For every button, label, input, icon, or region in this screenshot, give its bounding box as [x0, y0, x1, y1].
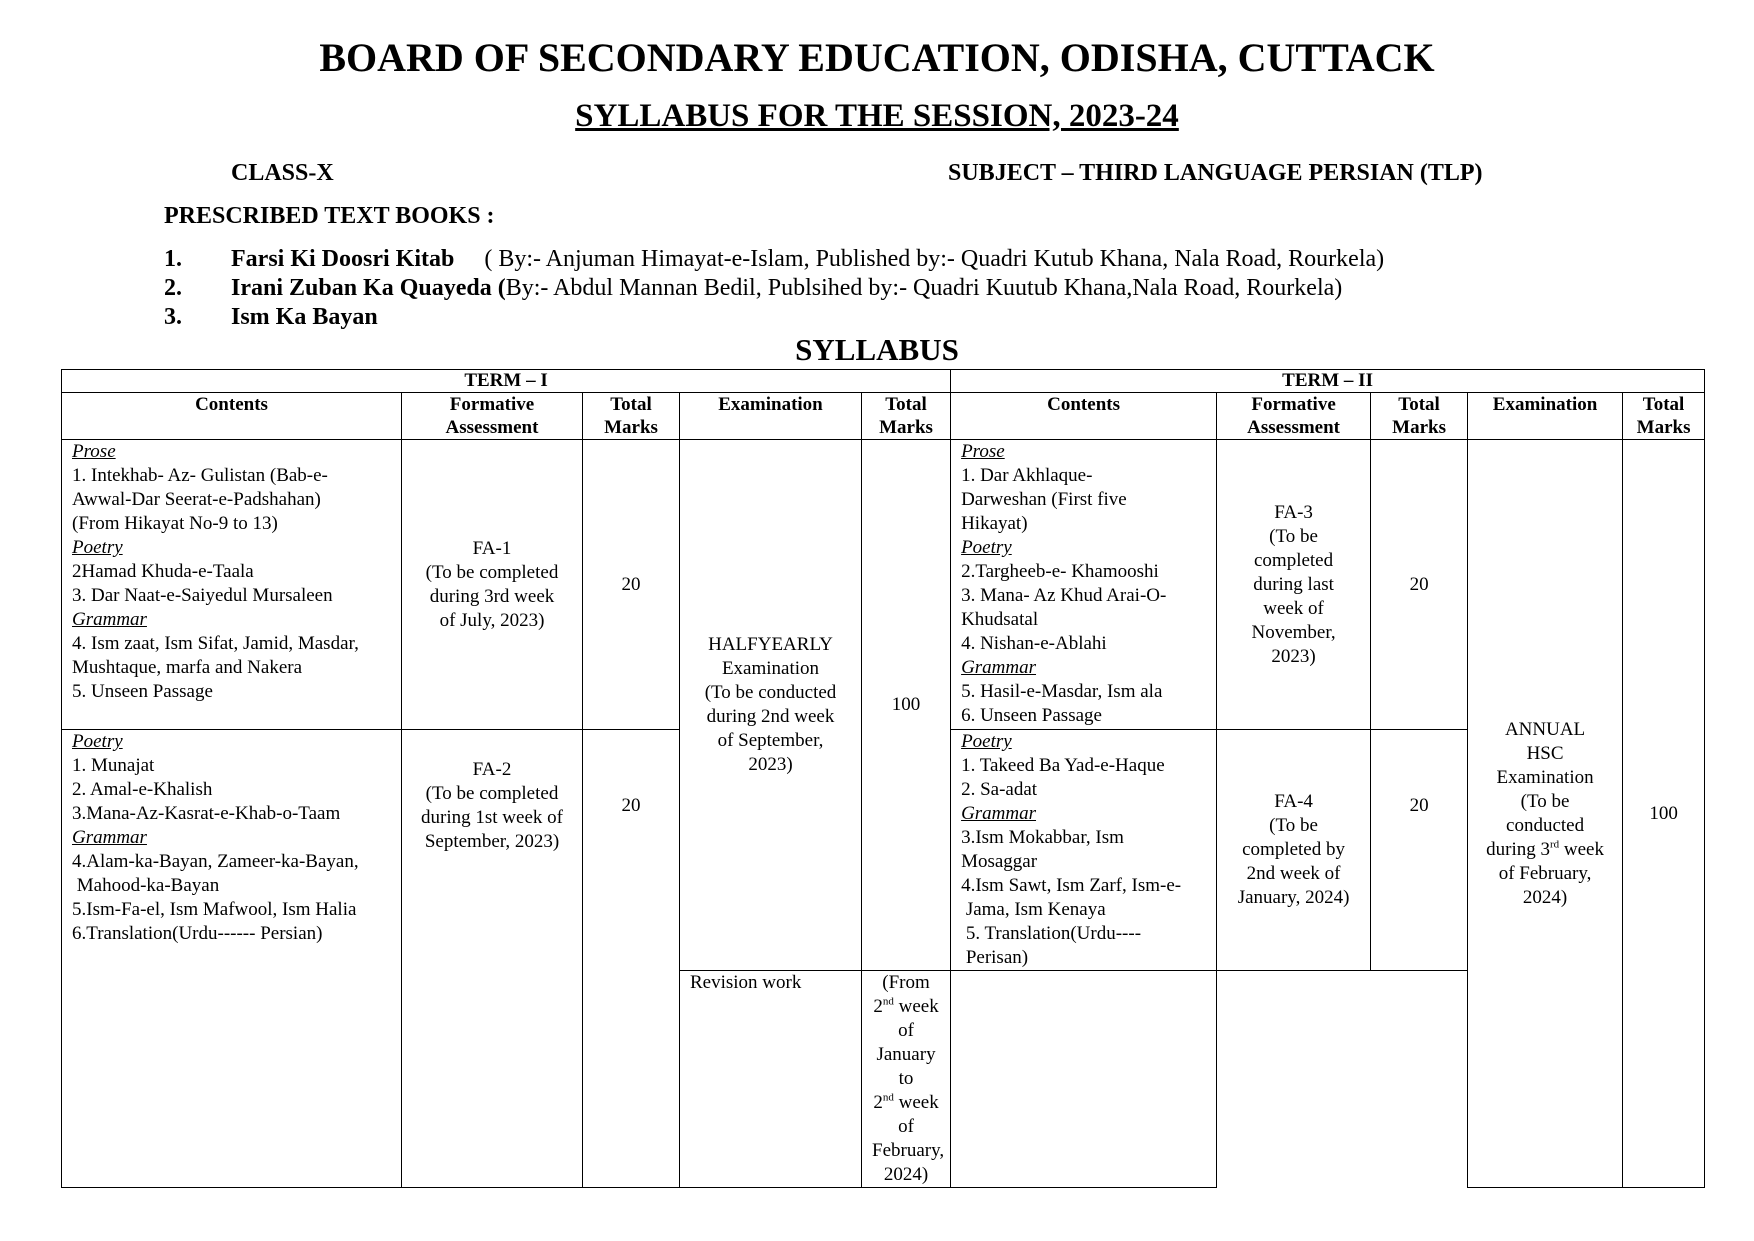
- fa1-marks: 20: [583, 440, 680, 730]
- col-examination: Examination: [1468, 393, 1623, 440]
- col-formative: Formative Assessment: [402, 393, 583, 440]
- fa3-marks: 20: [1371, 440, 1468, 730]
- book-detail: ( By:- Anjuman Himayat-e-Islam, Published by:- Quadri Kutub Khana, Nala Road, Rourkela): [484, 246, 1385, 272]
- book-detail-close: ): [1334, 275, 1343, 301]
- revision-period-cell: (From 2nd week of January to 2nd week of February, 2024): [862, 971, 951, 1188]
- page-subtitle: SYLLABUS FOR THE SESSION, 2023-24: [575, 98, 1179, 134]
- book-item: [164, 275, 1342, 302]
- col-examination: Examination: [680, 393, 862, 440]
- term2-total-marks: 100: [1623, 440, 1705, 1188]
- fa4-cell: FA-4 (To be completed by 2nd week of January, 2024): [1217, 730, 1371, 971]
- fa2-cell: FA-2 (To be completed during 1st week of September, 2023): [402, 730, 583, 1188]
- halfyearly-exam-cell: HALFYEARLY Examination (To be conducted during 2nd week of September, 2023): [680, 440, 862, 971]
- term1-total-marks: 100: [862, 440, 951, 971]
- class-label: CLASS-X: [231, 160, 334, 186]
- term2-contents-block2: Poetry 1. Takeed Ba Yad-e-Haque 2. Sa-adat Grammar 3.Ism Mokabbar, Ism Mosaggar 4.Ism Sawt, Ism Zarf, Ism-e- Jama, Ism Kenaya 5. Translation(Urdu---- Perisan): [951, 730, 1217, 971]
- page-title: BOARD OF SECONDARY EDUCATION, ODISHA, CUTTACK: [319, 35, 1435, 80]
- fa4-marks: 20: [1371, 730, 1468, 971]
- book-number: 1.: [164, 246, 182, 272]
- term-2-header: TERM – II: [951, 370, 1705, 393]
- revision-marks-cell: [951, 971, 1217, 1188]
- col-formative: Formative Assessment: [1217, 393, 1371, 440]
- col-total-marks: Total Marks: [1623, 393, 1705, 440]
- fa1-cell: FA-1 (To be completed during 3rd week of July, 2023): [402, 440, 583, 730]
- book-item: [164, 246, 1384, 273]
- book-title: Ism Ka Bayan: [231, 304, 378, 330]
- col-total-marks: Total Marks: [583, 393, 680, 440]
- term1-contents-block1: Prose 1. Intekhab- Az- Gulistan (Bab-e- Awwal-Dar Seerat-e-Padshahan) (From Hikayat No-9 to 13) Poetry 2Hamad Khuda-e-Taala 3. Dar Naat-e-Saiyedul Mursaleen Grammar 4. Ism zaat, Ism Sifat, Jamid, Masdar, Mushtaque, marfa and Nakera 5. Unseen Passage: [62, 440, 402, 730]
- col-total-marks: Total Marks: [862, 393, 951, 440]
- prescribed-books-heading: PRESCRIBED TEXT BOOKS :: [164, 203, 495, 229]
- subject-label: SUBJECT – THIRD LANGUAGE PERSIAN (TLP): [948, 160, 1483, 186]
- fa2-marks: 20: [583, 730, 680, 1188]
- book-title: Irani Zuban Ka Quayeda (: [231, 275, 506, 301]
- term2-contents-block1: Prose 1. Dar Akhlaque- Darweshan (First five Hikayat) Poetry 2.Targheeb-e- Khamooshi 3. Mana- Az Khud Arai-O- Khudsatal 4. Nishan-e-Ablahi Grammar 5. Hasil-e-Masdar, Ism ala 6. Unseen Passage: [951, 440, 1217, 730]
- annual-exam-cell: ANNUAL HSC Examination (To be conducted during 3rd week of February, 2024): [1468, 440, 1623, 1188]
- syllabus-table: [61, 369, 1705, 1188]
- col-contents: Contents: [62, 393, 402, 440]
- book-number: 2.: [164, 275, 182, 301]
- term1-contents-block2: Poetry 1. Munajat 2. Amal-e-Khalish 3.Mana-Az-Kasrat-e-Khab-o-Taam Grammar 4.Alam-ka-Bayan, Zameer-ka-Bayan, Mahood-ka-Bayan 5.Ism-Fa-el, Ism Mafwool, Ism Halia 6.Translation(Urdu------ Persian): [62, 730, 402, 1188]
- term-1-header: TERM – I: [62, 370, 951, 393]
- fa3-cell: FA-3 (To be completed during last week of November, 2023): [1217, 440, 1371, 730]
- syllabus-heading: SYLLABUS: [795, 332, 959, 367]
- col-total-marks: Total Marks: [1371, 393, 1468, 440]
- revision-work-cell: Revision work: [680, 971, 862, 1188]
- book-item: [164, 304, 378, 331]
- book-title: Farsi Ki Doosri Kitab: [231, 246, 455, 272]
- book-number: 3.: [164, 304, 182, 330]
- col-contents: Contents: [951, 393, 1217, 440]
- book-detail: By:- Abdul Mannan Bedil, Publsihed by:- Quadri Kuutub Khana,Nala Road, Rourkela: [505, 275, 1335, 301]
